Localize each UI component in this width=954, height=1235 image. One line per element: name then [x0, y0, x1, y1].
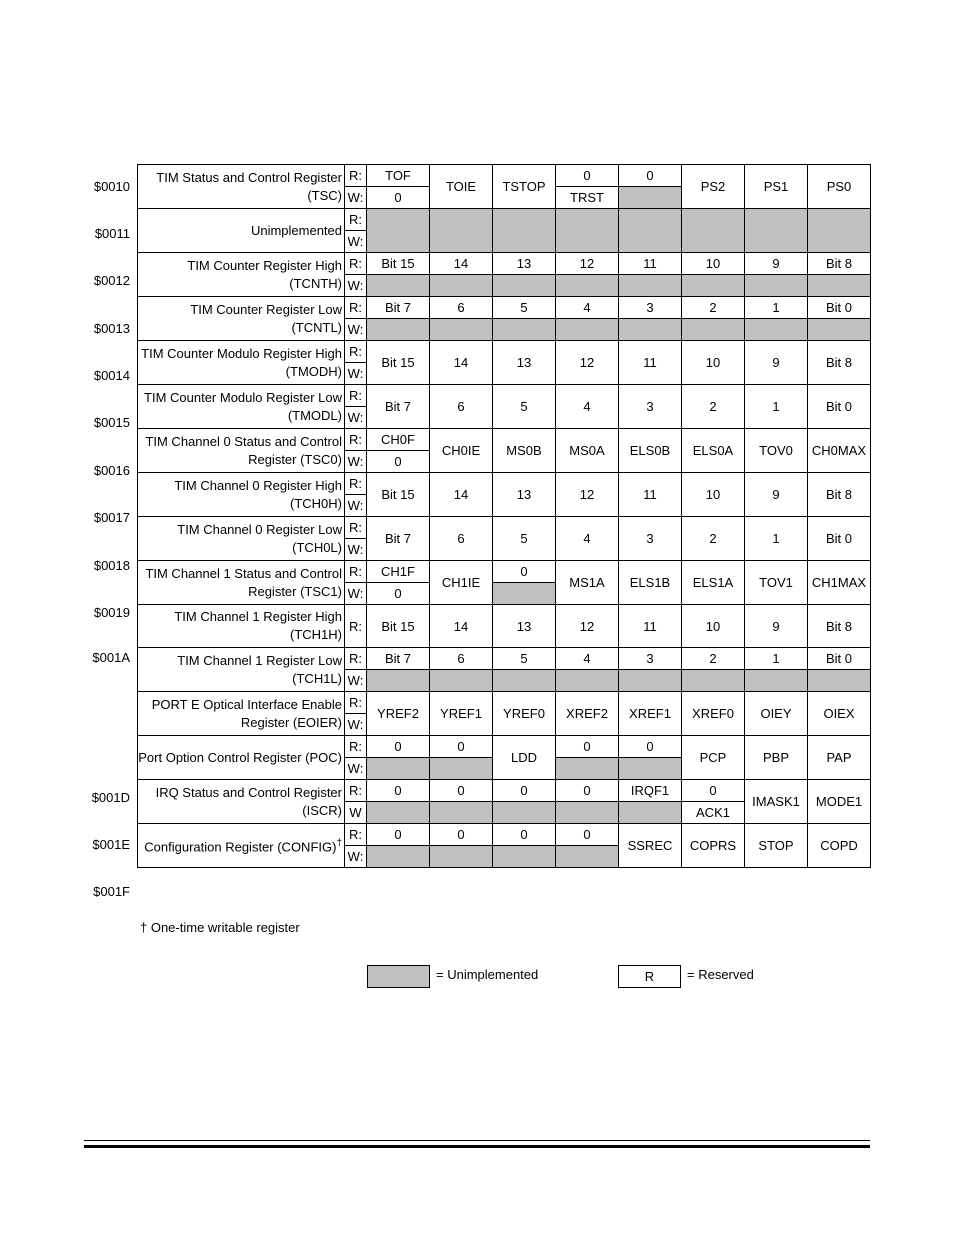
unimplemented-cell: [745, 670, 808, 692]
address-0019: $0019: [93, 605, 130, 620]
unimplemented-cell: [493, 802, 556, 824]
read-label: R:: [345, 605, 367, 648]
address-0011: $0011: [94, 226, 130, 241]
unimplemented-cell: [808, 275, 871, 297]
bit-cell: STOP: [745, 824, 808, 868]
bit-cell: 0: [367, 451, 430, 473]
bit-cell: YREF2: [367, 692, 430, 736]
bit-cell: IRQF1: [619, 780, 682, 802]
unimplemented-cell: [556, 319, 619, 341]
bit-cell: 14: [430, 253, 493, 275]
bit-cell: PS0: [808, 165, 871, 209]
bit-cell: Bit 8: [808, 253, 871, 275]
table-row: [138, 385, 871, 407]
bit-cell: 1: [745, 385, 808, 429]
bit-cell: 0: [682, 780, 745, 802]
bit-cell: 1: [745, 517, 808, 561]
bit-cell: CH0IE: [430, 429, 493, 473]
register-name-unimplemented: Unimplemented: [138, 209, 345, 253]
bit-cell: COPRS: [682, 824, 745, 868]
unimplemented-cell: [367, 802, 430, 824]
address-0012: $0012: [93, 273, 130, 288]
bit-cell: Bit 0: [808, 385, 871, 429]
bit-cell: 6: [430, 297, 493, 319]
bit-cell: Bit 15: [367, 473, 430, 517]
read-label: R:: [345, 561, 367, 583]
unimplemented-cell: [619, 758, 682, 780]
unimplemented-cell: [619, 275, 682, 297]
table-row: [138, 648, 871, 670]
unimplemented-cell: [745, 209, 808, 253]
bit-cell: 5: [493, 517, 556, 561]
unimplemented-cell: [430, 275, 493, 297]
bit-cell: SSREC: [619, 824, 682, 868]
read-label: R:: [345, 648, 367, 670]
unimplemented-cell: [682, 670, 745, 692]
register-name-tcnth: TIM Counter Register High (TCNTH): [138, 253, 345, 297]
unimplemented-cell: [493, 583, 556, 605]
bit-cell: Bit 0: [808, 297, 871, 319]
dagger-mark: †: [336, 837, 342, 849]
read-label: R:: [345, 692, 367, 714]
read-label: R:: [345, 824, 367, 846]
bit-cell: 3: [619, 648, 682, 670]
table-row: [138, 517, 871, 539]
bit-cell: 0: [367, 824, 430, 846]
bit-cell: 6: [430, 517, 493, 561]
bit-cell: TRST: [556, 187, 619, 209]
bit-cell: 0: [493, 561, 556, 583]
bit-cell: Bit 15: [367, 341, 430, 385]
bit-cell: Bit 7: [367, 385, 430, 429]
bit-cell: 1: [745, 297, 808, 319]
bit-cell: 13: [493, 253, 556, 275]
register-name-tch1l: TIM Channel 1 Register Low (TCH1L): [138, 648, 345, 692]
table-row: [138, 209, 871, 231]
address-0017: $0017: [93, 510, 130, 525]
bit-cell: 10: [682, 341, 745, 385]
unimplemented-cell: [619, 670, 682, 692]
bit-cell: CH0F: [367, 429, 430, 451]
bit-cell: 4: [556, 385, 619, 429]
write-label: W:: [345, 407, 367, 429]
bit-cell: 11: [619, 473, 682, 517]
unimplemented-cell: [367, 846, 430, 868]
bit-cell: 0: [367, 583, 430, 605]
bit-cell: PS1: [745, 165, 808, 209]
bit-cell: TOIE: [430, 165, 493, 209]
read-label: R:: [345, 253, 367, 275]
register-name-poc: Port Option Control Register (POC): [138, 736, 345, 780]
bit-cell: ACK1: [682, 802, 745, 824]
bit-cell: MS1A: [556, 561, 619, 605]
unimplemented-cell: [367, 319, 430, 341]
bit-cell: 11: [619, 605, 682, 648]
unimplemented-cell: [430, 209, 493, 253]
bit-cell: PBP: [745, 736, 808, 780]
bit-cell: COPD: [808, 824, 871, 868]
address-0016: $0016: [93, 463, 130, 478]
bit-cell: 0: [493, 780, 556, 802]
bit-cell: 12: [556, 341, 619, 385]
write-label: W:: [345, 319, 367, 341]
bit-cell: ELS1B: [619, 561, 682, 605]
bit-cell: Bit 8: [808, 605, 871, 648]
bit-cell: XREF0: [682, 692, 745, 736]
unimplemented-cell: [619, 187, 682, 209]
write-label: W:: [345, 275, 367, 297]
bit-cell: Bit 8: [808, 341, 871, 385]
table-row: [138, 736, 871, 758]
address-001F: $001F: [93, 884, 130, 899]
read-label: R:: [345, 297, 367, 319]
unimplemented-cell: [493, 846, 556, 868]
bit-cell: 0: [556, 165, 619, 187]
bit-cell: 14: [430, 605, 493, 648]
unimplemented-cell: [430, 758, 493, 780]
bit-cell: ELS0B: [619, 429, 682, 473]
register-name-tmodh: TIM Counter Modulo Register High (TMODH): [138, 341, 345, 385]
bit-cell: 2: [682, 385, 745, 429]
unimplemented-cell: [556, 758, 619, 780]
bit-cell: 5: [493, 385, 556, 429]
bit-cell: 4: [556, 517, 619, 561]
bit-cell: PS2: [682, 165, 745, 209]
bit-cell: 12: [556, 473, 619, 517]
bit-cell: PCP: [682, 736, 745, 780]
bit-cell: 10: [682, 253, 745, 275]
bit-cell: 9: [745, 605, 808, 648]
table-row: [138, 297, 871, 319]
bit-cell: Bit 7: [367, 297, 430, 319]
write-label: W:: [345, 846, 367, 868]
unimplemented-cell: [430, 846, 493, 868]
bit-cell: 9: [745, 473, 808, 517]
bit-cell: XREF2: [556, 692, 619, 736]
register-name-tch1h: TIM Channel 1 Register High (TCH1H): [138, 605, 345, 648]
bit-cell: CH1MAX: [808, 561, 871, 605]
read-label: R:: [345, 473, 367, 495]
address-001D: $001D: [91, 790, 130, 805]
bit-cell: ELS0A: [682, 429, 745, 473]
unimplemented-cell: [619, 319, 682, 341]
write-label: W:: [345, 583, 367, 605]
bit-cell: 2: [682, 297, 745, 319]
register-name-tsc1: TIM Channel 1 Status and Control Register (TSC1): [138, 561, 345, 605]
unimplemented-cell: [556, 275, 619, 297]
unimplemented-cell: [556, 802, 619, 824]
read-label: R:: [345, 780, 367, 802]
bit-cell: PAP: [808, 736, 871, 780]
table-row: [138, 429, 871, 451]
bit-cell: OIEX: [808, 692, 871, 736]
bit-cell: TSTOP: [493, 165, 556, 209]
bit-cell: Bit 15: [367, 605, 430, 648]
footer-rule-thick: [84, 1145, 870, 1148]
address-001E: $001E: [92, 837, 130, 852]
unimplemented-cell: [367, 275, 430, 297]
write-label: W:: [345, 187, 367, 209]
table-row: [138, 341, 871, 363]
unimplemented-cell: [556, 670, 619, 692]
unimplemented-cell: [367, 670, 430, 692]
bit-cell: 13: [493, 341, 556, 385]
bit-cell: 3: [619, 517, 682, 561]
unimplemented-cell: [808, 670, 871, 692]
footnote: † One-time writable register: [140, 920, 300, 935]
register-name-config: [138, 824, 345, 868]
write-label: W:: [345, 495, 367, 517]
unimplemented-cell: [430, 670, 493, 692]
unimplemented-cell: [430, 802, 493, 824]
read-label: R:: [345, 341, 367, 363]
bit-cell: 2: [682, 648, 745, 670]
write-label: W:: [345, 758, 367, 780]
legend-unimplemented-swatch: [367, 965, 430, 988]
register-name-tsc: TIM Status and Control Register (TSC): [138, 165, 345, 209]
unimplemented-cell: [367, 758, 430, 780]
bit-cell: 13: [493, 605, 556, 648]
bit-cell: 14: [430, 341, 493, 385]
bit-cell: 11: [619, 253, 682, 275]
unimplemented-cell: [430, 319, 493, 341]
bit-cell: 6: [430, 648, 493, 670]
bit-cell: 6: [430, 385, 493, 429]
bit-cell: MODE1: [808, 780, 871, 824]
unimplemented-cell: [493, 670, 556, 692]
unimplemented-cell: [682, 209, 745, 253]
bit-cell: TOV1: [745, 561, 808, 605]
bit-cell: 2: [682, 517, 745, 561]
read-label: R:: [345, 736, 367, 758]
bit-cell: 0: [367, 736, 430, 758]
bit-cell: 3: [619, 297, 682, 319]
table-row: [138, 253, 871, 275]
bit-cell: 12: [556, 253, 619, 275]
bit-cell: OIEY: [745, 692, 808, 736]
unimplemented-cell: [682, 319, 745, 341]
register-name-tch0h: TIM Channel 0 Register High (TCH0H): [138, 473, 345, 517]
bit-cell: Bit 8: [808, 473, 871, 517]
bit-cell: 0: [619, 736, 682, 758]
write-label: W: [345, 802, 367, 824]
register-name-tmodl: TIM Counter Modulo Register Low (TMODL): [138, 385, 345, 429]
table-row: [138, 780, 871, 802]
table-row: [138, 473, 871, 495]
write-label: W:: [345, 670, 367, 692]
unimplemented-cell: [682, 275, 745, 297]
bit-cell: LDD: [493, 736, 556, 780]
bit-cell: CH0MAX: [808, 429, 871, 473]
legend-reserved-swatch: [618, 965, 681, 988]
config-name-text: Configuration Register (CONFIG): [144, 839, 337, 855]
write-label: W:: [345, 714, 367, 736]
bit-cell: 0: [556, 780, 619, 802]
bit-cell: 14: [430, 473, 493, 517]
bit-cell: Bit 15: [367, 253, 430, 275]
write-label: W:: [345, 231, 367, 253]
write-label: W:: [345, 363, 367, 385]
bit-cell: MS0A: [556, 429, 619, 473]
bit-cell: Bit 0: [808, 517, 871, 561]
table-row: [138, 165, 871, 187]
table-row: [138, 692, 871, 714]
unimplemented-cell: [808, 209, 871, 253]
bit-cell: 0: [556, 736, 619, 758]
read-label: R:: [345, 209, 367, 231]
unimplemented-cell: [493, 209, 556, 253]
register-name-iscr: IRQ Status and Control Register (ISCR): [138, 780, 345, 824]
address-0010: $0010: [93, 179, 130, 194]
bit-cell: ELS1A: [682, 561, 745, 605]
write-label: W:: [345, 539, 367, 561]
unimplemented-cell: [556, 209, 619, 253]
unimplemented-cell: [367, 209, 430, 253]
bit-cell: YREF1: [430, 692, 493, 736]
bit-cell: 5: [493, 297, 556, 319]
address-0015: $0015: [93, 415, 130, 430]
bit-cell: 13: [493, 473, 556, 517]
read-label: R:: [345, 429, 367, 451]
address-001A: $001A: [92, 650, 130, 665]
bit-cell: 4: [556, 648, 619, 670]
unimplemented-cell: [493, 275, 556, 297]
bit-cell: Bit 7: [367, 648, 430, 670]
read-label: R:: [345, 385, 367, 407]
register-name-tsc0: TIM Channel 0 Status and Control Register (TSC0): [138, 429, 345, 473]
bit-cell: CH1IE: [430, 561, 493, 605]
bit-cell: 0: [493, 824, 556, 846]
bit-cell: 0: [619, 165, 682, 187]
address-0018: $0018: [93, 558, 130, 573]
legend-unimplemented-label: = Unimplemented: [436, 967, 539, 982]
bit-cell: YREF0: [493, 692, 556, 736]
footer-rule-thin: [84, 1140, 870, 1141]
unimplemented-cell: [619, 802, 682, 824]
register-name-tcntl: TIM Counter Register Low (TCNTL): [138, 297, 345, 341]
unimplemented-cell: [556, 846, 619, 868]
bit-cell: 10: [682, 473, 745, 517]
unimplemented-cell: [619, 209, 682, 253]
bit-cell: MS0B: [493, 429, 556, 473]
legend-reserved-box-text: R: [644, 969, 655, 984]
bit-cell: 9: [745, 253, 808, 275]
bit-cell: 0: [430, 780, 493, 802]
bit-cell: 12: [556, 605, 619, 648]
legend-reserved-label: = Reserved: [687, 967, 754, 982]
bit-cell: 10: [682, 605, 745, 648]
register-name-eoier: PORT E Optical Interface Enable Register (EOIER): [138, 692, 345, 736]
bit-cell: Bit 7: [367, 517, 430, 561]
bit-cell: CH1F: [367, 561, 430, 583]
bit-cell: 0: [430, 736, 493, 758]
bit-cell: TOV0: [745, 429, 808, 473]
address-0014: $0014: [93, 368, 130, 383]
bit-cell: 9: [745, 341, 808, 385]
bit-cell: 1: [745, 648, 808, 670]
bit-cell: 4: [556, 297, 619, 319]
bit-cell: TOF: [367, 165, 430, 187]
table-row: [138, 824, 871, 846]
unimplemented-cell: [493, 319, 556, 341]
bit-cell: XREF1: [619, 692, 682, 736]
unimplemented-cell: [808, 319, 871, 341]
register-map-table: [137, 164, 871, 868]
bit-cell: 0: [367, 187, 430, 209]
table-row: [138, 605, 871, 648]
bit-cell: IMASK1: [745, 780, 808, 824]
bit-cell: 3: [619, 385, 682, 429]
unimplemented-cell: [745, 275, 808, 297]
write-label: W:: [345, 451, 367, 473]
table-row: [138, 561, 871, 583]
bit-cell: 0: [367, 780, 430, 802]
unimplemented-cell: [745, 319, 808, 341]
bit-cell: 5: [493, 648, 556, 670]
register-name-tch0l: TIM Channel 0 Register Low (TCH0L): [138, 517, 345, 561]
read-label: R:: [345, 517, 367, 539]
read-label: R:: [345, 165, 367, 187]
bit-cell: 0: [556, 824, 619, 846]
bit-cell: Bit 0: [808, 648, 871, 670]
address-0013: $0013: [93, 321, 130, 336]
bit-cell: 0: [430, 824, 493, 846]
bit-cell: 11: [619, 341, 682, 385]
